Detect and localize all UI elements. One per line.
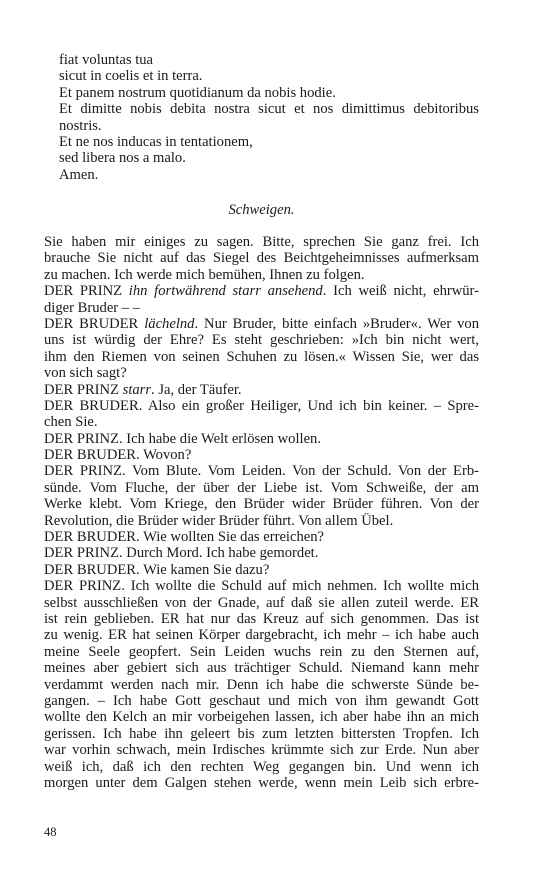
line-segment: war vorhin schwach, mein Irdisches krümmte sich zur Erde. Nun aber <box>44 742 479 759</box>
text-line <box>44 709 479 725</box>
text-line <box>44 693 479 709</box>
line-segment: Werke klebt. Vom Kriege, den Brüder wider Brüder führen. Von der <box>44 496 479 513</box>
line-segment: Sie haben mir einiges zu sagen. Bitte, sprechen Sie ganz frei. Ich <box>44 234 479 250</box>
line-segment: DER PRINZ <box>44 283 129 300</box>
line-segment: DER PRINZ. Vom Blute. Vom Leiden. Von der Schuld. Von der Erb- <box>44 463 479 480</box>
prayer-line: Et panem nostrum quotidianum da nobis hodie. <box>59 84 336 101</box>
text-line <box>44 578 479 594</box>
line-segment: ist rein geblieben. ER hat nur das Kreuz auf sich genommen. Das ist <box>44 610 479 627</box>
line-segment: DER PRINZ. Durch Mord. Ich habe gemordet. <box>44 545 319 562</box>
stage-direction-heading: Schweigen. <box>228 202 295 218</box>
text-line <box>44 595 479 611</box>
line-segment: morgen unter dem Galgen stehen werde, wenn mein Leib sich erbre- <box>44 774 479 791</box>
text-line <box>44 644 479 660</box>
line-segment: gangen. – Ich habe Gott geschaut und mich von ihm gewandt Gott <box>44 692 479 709</box>
prayer-line: Amen. <box>59 166 99 183</box>
line-segment: DER BRUDER. Wie wollten Sie das erreichen? <box>44 529 325 546</box>
text-line <box>44 529 479 545</box>
line-segment: uns ist würdig der Ehre? Es steht geschrieben: »Ich bin nicht wert, <box>44 332 479 349</box>
text-line <box>44 283 479 299</box>
line-segment: meine Seele geopfert. Sein Leiden wuchs rein zu den Sternen auf, <box>44 643 479 660</box>
line-segment: verdammt werden nach mir. Denn ich habe die schwerste Sünde be- <box>44 676 479 693</box>
text-line <box>44 365 479 381</box>
text-line <box>44 677 479 693</box>
text-line <box>44 627 479 643</box>
text-line <box>44 660 479 676</box>
line-segment: wollte den Kelch an mir vorbeigehen lassen, ich aber habe ihn an mich <box>44 709 479 726</box>
line-segment: brauche Sie nicht auf das Siegel des Beichtgeheimnisses aufmerksam <box>44 250 479 267</box>
line-segment: DER BRUDER <box>44 315 145 332</box>
line-segment: ihm den Riemen von seinen Schuhen zu lösen.« Wissen Sie, wer das <box>44 348 479 365</box>
prayer-line: fiat voluntas tua <box>59 52 154 68</box>
stage-direction: ihn fortwährend starr ansehend <box>128 283 323 300</box>
text-line <box>44 775 479 791</box>
text-line <box>44 611 479 627</box>
latin-prayer <box>59 52 479 183</box>
line-segment: meines aber gebiert sich aus trächtiger Schuld. Niemand kann mehr <box>44 660 479 677</box>
stage-direction: starr <box>122 381 152 398</box>
line-segment: . Ich weiß nicht, ehrwür- <box>322 283 479 300</box>
text-line <box>44 414 479 430</box>
dialogue-text <box>44 234 479 791</box>
line-segment: DER PRINZ. Ich wollte die Schuld auf mich nehmen. Ich wollte mich <box>44 578 479 595</box>
line-segment: DER BRUDER. Wie kamen Sie dazu? <box>44 561 270 578</box>
text-line <box>44 349 479 365</box>
text-line <box>44 726 479 742</box>
text-line <box>44 267 479 283</box>
text-line <box>44 398 479 414</box>
text-line <box>44 463 479 479</box>
line-segment: zu machen. Ich werde mich bemühen, Ihnen zu folgen. <box>44 266 365 283</box>
line-segment: chen Sie. <box>44 414 98 431</box>
prayer-line: sed libera nos a malo. <box>59 150 186 167</box>
text-line <box>44 316 479 332</box>
line-segment: weiß ich, daß ich den rechten Weg gegangen bin. Und wenn ich <box>44 758 479 775</box>
line-segment: . Nur Bruder, bitte einfach »Bruder«. Wer von <box>194 315 479 332</box>
text-line <box>44 250 479 266</box>
line-segment: sünde. Vom Fluche, der über der Liebe ist. Vom Schweiße, der am <box>44 479 479 496</box>
text-line <box>44 332 479 348</box>
line-segment: DER BRUDER. Also ein großer Heiliger, Und ich bin keiner. – Spre- <box>44 397 479 414</box>
text-line <box>44 431 479 447</box>
prayer-line: Et ne nos inducas in tentationem, <box>59 134 253 151</box>
line-segment: zu wenig. ER hat seinen Körper dargebracht, ich mehr – ich habe auch <box>44 627 479 644</box>
line-segment: gerissen. Ich habe ihn geleert bis zum letzten bittersten Tropfen. Ich <box>44 725 479 742</box>
text-line <box>44 300 479 316</box>
line-segment: DER BRUDER. Wovon? <box>44 447 192 464</box>
prayer-line: Et dimitte nobis debita nostra sicut et nos dimittimus debitoribus <box>59 101 479 118</box>
text-line <box>44 545 479 561</box>
prayer-line: nostris. <box>59 117 102 134</box>
page-number: 48 <box>44 825 57 839</box>
prayer-line: sicut in coelis et in terra. <box>59 68 203 85</box>
text-line <box>44 447 479 463</box>
text-line <box>44 382 479 398</box>
line-segment: DER PRINZ <box>44 381 123 398</box>
text-line <box>44 742 479 758</box>
line-segment: Revolution, die Brüder wider Brüder führt. Von allem Übel. <box>44 512 394 529</box>
line-segment: diger Bruder – – <box>44 299 141 316</box>
stage-direction: lächelnd <box>144 315 195 332</box>
text-line <box>44 759 479 775</box>
text-line <box>44 480 479 496</box>
text-line <box>44 562 479 578</box>
line-segment: DER PRINZ. Ich habe die Welt erlösen wollen. <box>44 430 321 447</box>
line-segment: von sich sagt? <box>44 365 127 382</box>
line-segment: selbst ausschließen von der Gnade, auf daß sie allen zuteil werde. ER <box>44 594 479 611</box>
line-segment: . Ja, der Täufer. <box>151 381 242 398</box>
text-line <box>44 496 479 512</box>
text-line <box>44 234 479 250</box>
text-line <box>44 513 479 529</box>
